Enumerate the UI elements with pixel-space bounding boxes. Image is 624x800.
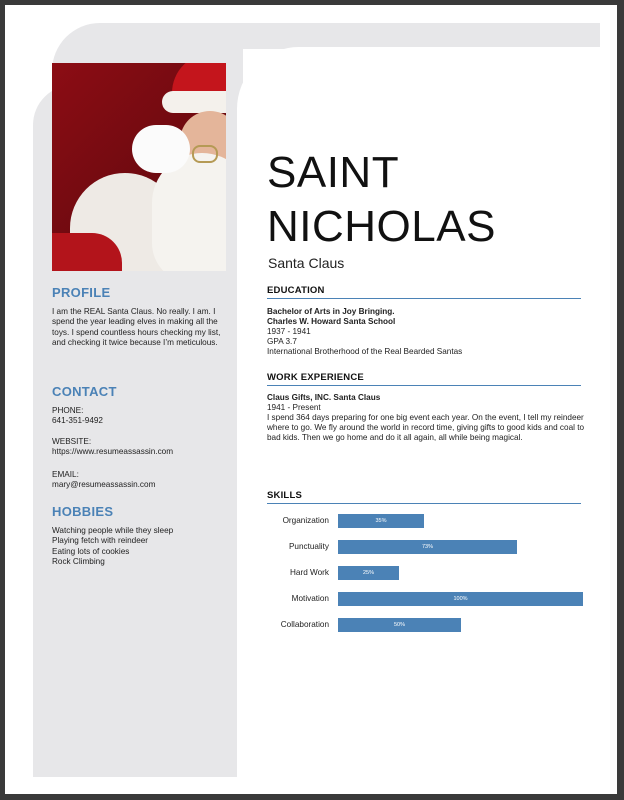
email-label: EMAIL:	[52, 470, 79, 479]
skill-bar: 100%	[338, 592, 583, 606]
education-gpa: GPA 3.7	[267, 337, 297, 346]
hobby-item: Rock Climbing	[52, 556, 105, 566]
photo-glove	[132, 125, 190, 173]
work-years: 1941 - Present	[267, 403, 321, 412]
phone-label: PHONE:	[52, 406, 84, 415]
name-first-line: SAINT	[267, 148, 400, 197]
education-organization: International Brotherhood of the Real Bearded Santas	[267, 347, 463, 356]
skills-heading: SKILLS	[267, 490, 581, 504]
hobbies-list	[52, 526, 222, 567]
skill-label: Punctuality	[288, 542, 329, 551]
website-value: https://www.resumeassassin.com	[52, 447, 174, 456]
skill-label: Hard Work	[290, 568, 329, 577]
skill-label: Collaboration	[280, 620, 329, 629]
photo-hat-trim	[162, 91, 226, 113]
work-title: Claus Gifts, INC. Santa Claus	[267, 393, 381, 402]
skill-bar: 50%	[338, 618, 461, 632]
photo-glasses	[192, 145, 218, 163]
skill-bar: 25%	[338, 566, 399, 580]
alias-subtitle: Santa Claus	[268, 255, 345, 271]
skill-label: Motivation	[291, 594, 329, 603]
education-heading: EDUCATION	[267, 285, 581, 299]
name-second-line: NICHOLAS	[267, 202, 496, 251]
skill-bar: 35%	[338, 514, 424, 528]
resume-page	[5, 5, 617, 794]
education-school: Charles W. Howard Santa School	[267, 317, 396, 326]
hobby-item: Playing fetch with reindeer	[52, 536, 149, 546]
skill-label: Organization	[282, 516, 329, 525]
hobbies-heading: HOBBIES	[52, 504, 114, 519]
profile-text: I am the REAL Santa Claus. No really. I am. I spend the year leading elves in making all the toys. I spend countless hours checking my list, and checking it twice because I’m meticulous.	[52, 307, 221, 347]
skill-bar: 73%	[338, 540, 517, 554]
work-heading: WORK EXPERIENCE	[267, 372, 581, 386]
santa-photo	[52, 63, 226, 271]
email-value: mary@resumeassassin.com	[52, 480, 156, 489]
profile-heading: PROFILE	[52, 285, 111, 300]
education-degree: Bachelor of Arts in Joy Bringing.	[267, 307, 395, 316]
education-years: 1937 - 1941	[267, 327, 311, 336]
hobby-item: Eating lots of cookies	[52, 546, 130, 556]
contact-heading: CONTACT	[52, 384, 117, 399]
work-description: I spend 364 days preparing for one big event each year. On the event, I tell my reindeer where to go. We fly around the world in record time, giving gifts to good kids and coal to bad kids. Then we go home and do it all again, all while being magical.	[267, 413, 585, 442]
website-label: WEBSITE:	[52, 437, 92, 446]
phone-value: 641-351-9492	[52, 416, 103, 425]
hobby-item: Watching people while they sleep	[52, 526, 174, 535]
